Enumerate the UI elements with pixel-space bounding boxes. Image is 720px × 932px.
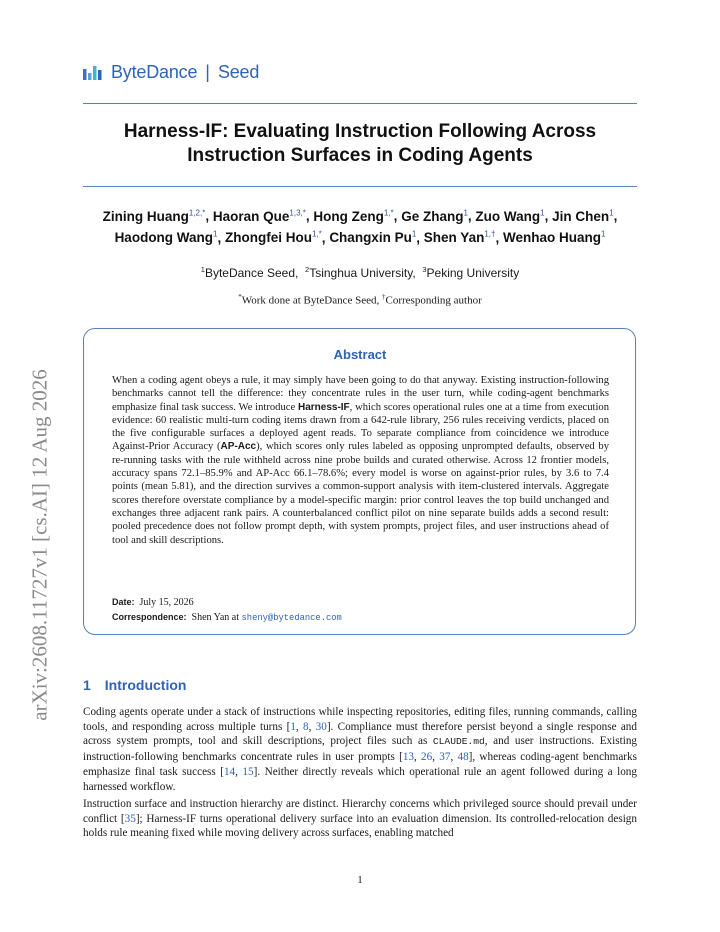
date-line: Date: July 15, 2026 bbox=[112, 597, 194, 608]
title-rule bbox=[83, 186, 637, 187]
intro-paragraph-1: Coding agents operate under a stack of instructions while inspecting repositories, editing files, running commands, calling tools, and responding across multiple turns [1, 8, 30]. Compliance must therefore persist beyond a single response and across system prompts, tool and skill descriptions, project files such as CLAUDE.md, and user instructions. Existing instruction-following benchmarks concentrate rules in user prompts [13, 26, 37, 48], whereas coding-agent benchmarks emphasize final task success [14, 15]. Neither directly reveals which operational rule an agent followed during a long harnessed workflow. bbox=[83, 706, 638, 793]
author: Haodong Wang$^1$ bbox=[114, 229, 218, 245]
logo-team-text: Seed bbox=[217, 62, 260, 82]
bytedance-logo-icon bbox=[83, 65, 105, 81]
citation-link[interactable]: 48 bbox=[457, 751, 469, 764]
file-name: CLAUDE.md bbox=[432, 736, 485, 748]
bytedance-seed-logo bbox=[83, 62, 259, 83]
author: Wenhao Huang$^1$ bbox=[502, 229, 606, 245]
correspondence-email-link[interactable]: sheny@bytedance.com bbox=[241, 613, 342, 623]
top-rule bbox=[83, 103, 637, 104]
author: Zuo Wang$^1$ bbox=[475, 208, 545, 224]
paper-title: Harness-IF: Evaluating Instruction Following Across Instruction Surfaces in Coding Agents bbox=[123, 121, 597, 166]
author: Zhongfei Hou$^{1,*}$ bbox=[225, 229, 322, 245]
citation-link[interactable]: 14 bbox=[223, 765, 236, 778]
citation-link[interactable]: 1 bbox=[290, 720, 296, 733]
citation-link[interactable]: 30 bbox=[315, 720, 327, 733]
citation-link[interactable]: 8 bbox=[302, 720, 309, 733]
section-heading: 1 Introduction bbox=[83, 677, 187, 693]
arxiv-id: arXiv:2608.11727v1 [cs.AI] 12 Aug 2026 bbox=[27, 369, 52, 721]
author: Changxin Pu$^1$ bbox=[329, 229, 417, 245]
author: Zining Huang$^{1,2,*}$ bbox=[102, 208, 206, 224]
abstract-heading: Abstract bbox=[333, 347, 387, 362]
author: Jin Chen$^1$ bbox=[552, 208, 614, 224]
page-number: 1 bbox=[357, 874, 363, 886]
author-note: *Work done at ByteDance Seed, †Corresponding author bbox=[238, 293, 482, 307]
author: Hong Zeng$^{1,*}$ bbox=[313, 208, 394, 224]
benchmark-name: Harness-IF bbox=[297, 401, 350, 413]
citation-link[interactable]: 37 bbox=[439, 751, 451, 764]
arxiv-sidebar bbox=[10, 340, 70, 750]
correspondence-line: Correspondence: Shen Yan at sheny@bytedance.com bbox=[112, 612, 342, 623]
citation-link[interactable]: 15 bbox=[242, 765, 254, 778]
citation-link[interactable]: 35 bbox=[124, 812, 136, 825]
citation-link[interactable]: 13 bbox=[402, 751, 414, 764]
logo-separator: | bbox=[205, 62, 210, 82]
metric-name: AP-Acc bbox=[220, 441, 257, 453]
logo-brand-text: ByteDance bbox=[111, 62, 198, 82]
author-list: Zining Huang$^{1,2,*}$, Haoran Que$^{1,3,*}$, Hong Zeng$^{1,*}$, Ge Zhang$^1$, Zuo Wang$^1$, Jin Chen$^1$, Haodong Wang$^1$, Zhongfei Hou$^{1,*}$, Changxin Pu$^1$, Shen Yan$^{1,\dagger}$, Wenhao Huang$^1$ bbox=[102, 208, 618, 245]
author: Ge Zhang$^1$ bbox=[401, 208, 468, 224]
author: Shen Yan$^{1,\dagger}$ bbox=[423, 229, 496, 245]
author: Haoran Que$^{1,3,*}$ bbox=[212, 208, 306, 224]
citation-link[interactable]: 26 bbox=[421, 751, 433, 764]
intro-paragraph-2: Instruction surface and instruction hierarchy are distinct. Hierarchy concerns which privileged source should prevail under conflict [35]; Harness-IF turns operational delivery surface into an evaluation dimension. Its controlled-relocation design holds rule meaning fixed while moving delivery across surfaces, enabling matched bbox=[83, 798, 637, 840]
abstract-text: When a coding agent obeys a rule, it may simply have been going to do that anyway. Existing instruction-following benchmarks cannot tell the difference: they concentrate rules in the user turn, while coding-agent benchmarks emphasize final task success. We introduce Harness-IF, which scores operational rules one at a time from execution evidence: 60 realistic multi-turn coding items drawn from a 642-rule library, 256 rules receiving verdicts, placed on the five configurable surfaces a deployed agent reads. To separate compliance from coincidence we introduce Against-Prior Accuracy (AP-Acc), which scores only rules labeled as opposing unprompted defaults, observed by re-running tasks with the rule withheld across nine probe builds and curated otherwise. Across 12 frontier models, accuracy spans 72.1–85.9% and AP-Acc 66.1–78.6%; every model is worse on against-prior rules, by 3.6 to 7.4 points (mean 5.81), and the direction survives a common-support analysis with item-clustered intervals. Aggregate scores therefore overstate compliance by a model-specific margin: prior control leaves the top build unchanged and exchanges three adjacent rank pairs. A counterbalanced conflict pilot on nine separate builds adds a second result: pooled precedence does not follow prompt depth, with system prompts, project files, and user instructions ahead of tool and skill descriptions. bbox=[112, 375, 609, 546]
affiliations: $^1$ByteDance Seed, $^2$Tsinghua University, $^3$Peking University bbox=[200, 265, 520, 280]
